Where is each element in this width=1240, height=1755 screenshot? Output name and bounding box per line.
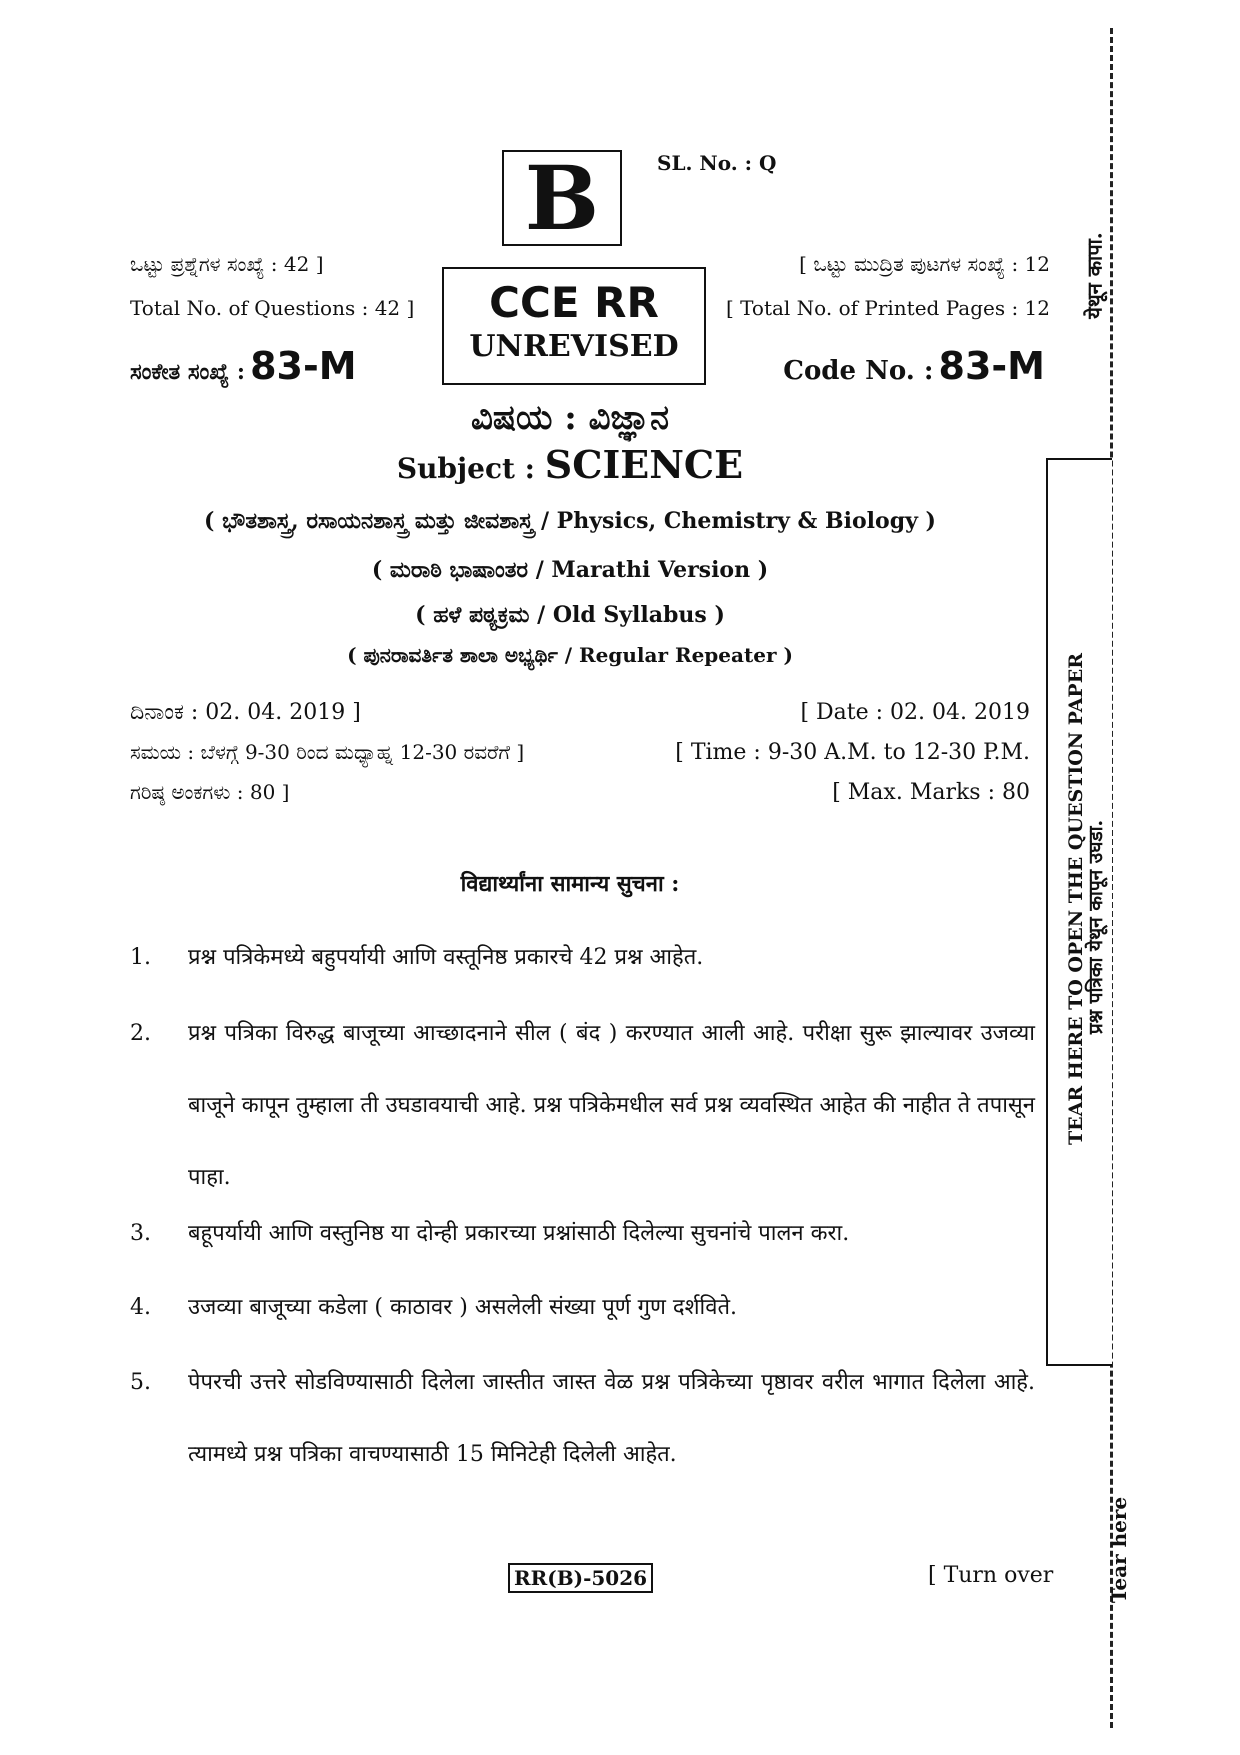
subject-value: SCIENCE	[544, 442, 744, 487]
instruction-text: पेपरची उत्तरे सोडविण्यासाठी दिलेला जास्तीत जास्त वेळ प्रश्न पत्रिकेच्या पृष्ठावर वरील भागात दिलेला आहे. त्यामध्ये प्रश्न पत्रिका वाचण्यासाठी 15 मिनिटेही दिलेली आहेत.	[188, 1370, 1035, 1467]
instruction-text: प्रश्न पत्रिका विरुद्ध बाजूच्या आच्छादनाने सील ( बंद ) करण्यात आली आहे. परीक्षा सुरू झाल्यावर उजव्या बाजूने कापून तुम्हाला ती उघडावयाची आहे. प्रश्न पत्रिकेमधील सर्व प्रश्न व्यवस्थित आहेत की नाहीत ते तपासून पाहा.	[188, 1021, 1035, 1190]
en-total-pages: [ Total No. of Printed Pages : 12	[725, 296, 1050, 320]
kn-total-questions: ಒಟ್ಟು ಪ್ರಶ್ನೆಗಳ ಸಂಖ್ಯೆ : 42 ]	[130, 252, 324, 276]
subject-candidate: ( ಪುನರಾವರ್ತಿತ ಶಾಲಾ ಅಭ್ಯರ್ಥಿ / Regular Repeater )	[347, 643, 793, 667]
board-label-box	[442, 267, 706, 385]
paper-code: RR(B)-5026	[508, 1563, 653, 1593]
en-total-questions: Total No. of Questions : 42 ]	[130, 296, 415, 320]
subject-syllabus: ( ಹಳೆ ಪಠ್ಯಕ್ರಮ / Old Syllabus )	[415, 602, 725, 628]
kn-date: ದಿನಾಂಕ : 02. 04. 2019 ]	[130, 700, 361, 725]
en-code-label: Code No. :	[783, 356, 934, 386]
tear-box-line-2: प्रश्न पत्रिका येथून कापून उघडा.	[1085, 819, 1107, 1035]
tear-box-line-1: TEAR HERE TO OPEN THE QUESTION PAPER	[1065, 653, 1087, 1145]
tear-instruction-box	[1046, 458, 1112, 1366]
subject-kannada: ವಿಷಯ : ವಿಜ್ಞಾನ	[470, 398, 670, 438]
en-code-value: 83-M	[938, 344, 1045, 388]
en-marks: [ Max. Marks : 80	[832, 780, 1030, 805]
set-letter-box	[502, 146, 622, 250]
subject-version: ( ಮರಾಠಿ ಭಾಷಾಂತರ / Marathi Version )	[371, 557, 769, 583]
instruction-text: उजव्या बाजूच्या कडेला ( काठावर ) असलेली संख्या पूर्ण गुण दर्शविते.	[188, 1295, 738, 1320]
en-time: [ Time : 9-30 A.M. to 12-30 P.M.	[675, 740, 1030, 765]
turn-over: [ Turn over	[928, 1563, 1054, 1588]
en-date: [ Date : 02. 04. 2019	[800, 700, 1030, 725]
instruction-number: 5.	[130, 1370, 151, 1395]
instruction-item	[130, 998, 1035, 1214]
subject-branches: ( ಭೌತಶಾಸ್ತ್ರ, ರಸಾಯನಶಾಸ್ತ್ರ ಮತ್ತು ಜೀವಶಾಸ್ತ್ರ / Physics, Chemistry & Biology )	[204, 508, 936, 534]
board-line-1: CCE RR	[489, 278, 659, 327]
kn-code-row	[130, 344, 357, 388]
instruction-text: बहूपर्यायी आणि वस्तुनिष्ठ या दोन्ही प्रकारच्या प्रश्नांसाठी दिलेल्या सुचनांचे पालन करा.	[188, 1221, 850, 1246]
instruction-number: 2.	[130, 1021, 151, 1046]
instructions-heading: विद्यार्थ्यांना सामान्य सुचना :	[460, 871, 680, 897]
instruction-text: प्रश्न पत्रिकेमध्ये बहुपर्यायी आणि वस्तूनिष्ठ प्रकारचे 42 प्रश्न आहेत.	[188, 945, 704, 970]
kn-marks: ಗರಿಷ್ಠ ಅಂಕಗಳು : 80 ]	[130, 780, 290, 804]
subject-label: Subject :	[396, 452, 536, 485]
tear-bottom-label: Tear here	[1107, 1496, 1131, 1604]
board-line-2: UNREVISED	[469, 329, 679, 364]
instruction-number: 1.	[130, 945, 151, 970]
instruction-number: 4.	[130, 1295, 151, 1320]
instruction-item	[130, 1347, 1035, 1491]
kn-code-value: 83-M	[250, 344, 357, 388]
instruction-item	[130, 922, 1035, 994]
serial-number: SL. No. : Q	[657, 151, 777, 175]
kn-time: ಸಮಯ : ಬೆಳಗ್ಗೆ 9-30 ರಿಂದ ಮಧ್ಯಾಹ್ನ 12-30 ರವರೆಗೆ ]	[130, 740, 525, 764]
kn-code-label: ಸಂಕೇತ ಸಂಖ್ಯೆ :	[130, 359, 246, 385]
subject-english	[0, 442, 1140, 487]
instruction-item	[130, 1272, 1035, 1344]
en-code-row	[783, 344, 1045, 388]
kn-total-pages: [ ಒಟ್ಟು ಮುದ್ರಿತ ಪುಟಗಳ ಸಂಖ್ಯೆ : 12	[799, 252, 1050, 276]
instruction-number: 3.	[130, 1221, 151, 1246]
tear-top-label: येथून कापा.	[1082, 232, 1107, 319]
instruction-item	[130, 1198, 1035, 1270]
set-letter: B	[524, 146, 600, 250]
